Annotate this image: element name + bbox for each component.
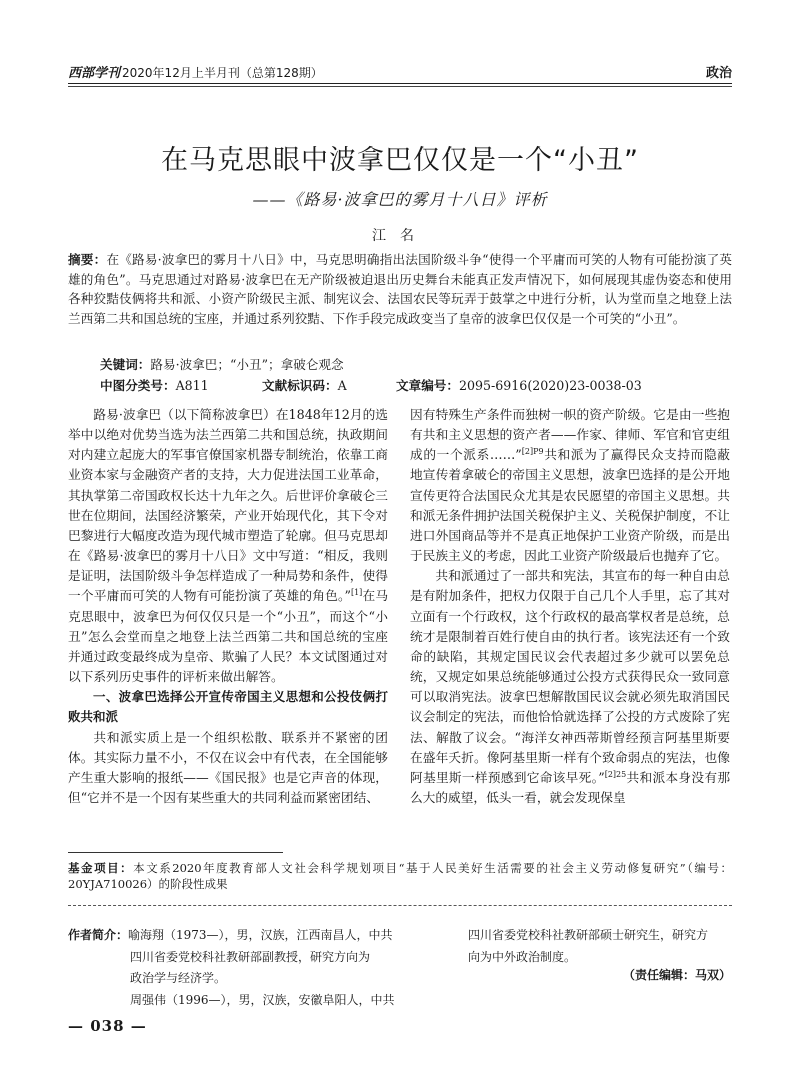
body-column-right bbox=[410, 405, 730, 808]
paragraph-text: 路易·波拿巴（以下简称波拿巴）在1848年12月的选举中以绝对优势当选为法兰西第二共和国总统，执政期间对内建立起庞大的军事官僚国家机器专制统治，依靠工商业资本家与金融资产者的支持，大力促进法国工业革命，其执掌第二帝国政权长达十九年之久。后世评价拿破仑三世在位期间，法国经济繁荣，产业开始现代化，其下令对巴黎进行大幅度改造为现代城市塑造了轮廓。但马克思却在《路易·波拿巴的雾月十八日》文中写道：“相反，我则是证明，法国阶级斗争怎样造成了一种局势和条件，使得一个平庸而可笑的人物有可能扮演了英雄的角色。” bbox=[68, 407, 388, 604]
article-title: 在马克思眼中波拿巴仅仅是一个“小丑” bbox=[161, 145, 639, 176]
paragraph-text: 共和派为了赢得民众支持而隐蔽地宣传着拿破仑的帝国主义思想，波拿巴选择的是公开地宣传更符合法国民众尤其是农民愿望的帝国主义思想。共和派无条件拥护法国关税保护主义、关税保护制度，不让进口外国商品等并不是真正地保护工业资产阶级，而是出于民族主义的考虑，因此工业资产阶级最后也抛弃了它。 bbox=[410, 447, 730, 564]
author-info-line: 政治学与经济学。 bbox=[130, 971, 227, 985]
author-info-continued bbox=[468, 925, 734, 968]
author-info-line: 四川省委党校科社教研部硕士研究生，研究方 bbox=[468, 928, 709, 942]
journal-info bbox=[68, 62, 323, 81]
responsible-editor: （责任编辑：马双） bbox=[622, 968, 731, 982]
author-info-line: 四川省委党校科社教研部副教授，研究方向为 bbox=[130, 949, 371, 964]
keywords bbox=[100, 354, 344, 373]
funding-note bbox=[68, 860, 732, 892]
paragraph-text: 在马克思眼中，波拿巴为何仅仅只是一个“小丑”，而这个“小丑”怎么会堂而皇之地登上法兰西第二共和国总统的宝座并通过政变最终成为皇帝、欺骗了人民？本文试图通过对以下系列历史事件的评析来做出解答。 bbox=[68, 588, 389, 685]
abstract bbox=[68, 250, 732, 328]
paragraph-text: 共和派通过了一部共和宪法，其宣布的每一种自由总是有附加条件，把权力仅限于自己几个人手里，忘了其对立面有一个行政权，这个行政权的最高掌权者是总统，总统才是限制着百姓行使自由的执行者。该宪法还有一个致命的缺陷，其规定国民议会代表超过多少就可以罢免总统，又规定如果总统能够通过公投方式获得民众一致同意可以取消宪法。波拿巴想解散国民议会就必须先取消国民议会制定的宪法，而他恰恰就选择了公投的方式废除了宪法、解散了议会。“海洋女神西蒂斯曾经预言阿基里斯要在盛年夭折。像阿基里斯一样有个致命弱点的宪法，也像阿基里斯一样预感到它命该早死。” bbox=[410, 568, 730, 785]
citation-ref: [2]P9 bbox=[521, 447, 544, 457]
doc-code-label: 文献标识码： bbox=[262, 378, 338, 393]
article-no-value: 2095-6916(2020)23-0038-03 bbox=[458, 378, 642, 393]
author-info-line: 喻海翔（1973—），男，汉族，江西南昌人，中共 bbox=[128, 928, 393, 942]
citation-ref: [2]25 bbox=[604, 769, 627, 779]
paragraph: 共和派实质上是一个组织松散、联系并不紧密的团体。其实际力量不小，不仅在议会中有代表，在全国能够产生重大影响的报纸——《国民报》也是它声音的体现，但“它并不是一个因有某些重大的共同利益而紧密团结、 bbox=[68, 729, 388, 805]
section-heading: 一、波拿巴选择公开宣传帝国主义思想和公投伎俩打败共和派 bbox=[68, 689, 388, 725]
author-info-rule bbox=[68, 905, 732, 906]
paragraph-text: 因有特殊生产条件而独树一帜的资产阶级。它是由一些抱有共和主义思想的资产者——作家、律师、军官和官吏组成的一个派系……” bbox=[410, 407, 730, 463]
clc-label: 中图分类号： bbox=[100, 378, 176, 393]
author-info-label: 作者简介： bbox=[68, 928, 129, 942]
section-name: 政治 bbox=[705, 66, 732, 81]
paragraph-text: 共和派本身没有那么大的威望，低头一看，就会发现保皇 bbox=[410, 769, 731, 805]
abstract-label: 摘要： bbox=[68, 252, 107, 267]
abstract-text: 在《路易·波拿巴的雾月十八日》中，马克思明确指出法国阶级斗争“使得一个平庸而可笑的人物有可能扮演了英雄的角色”。马克思通过对路易·波拿巴在无产阶级被迫退出历史舞台未能真正发声情况下，如何展现其虚伪姿态和使用各种狡黠伎俩将共和派、小资产阶级民主派、制宪议会、法国农民等玩弄于鼓掌之中进行分析，认为堂而皇之地登上法兰西第二共和国总统的宝座，并通过系列狡黠、下作手段完成政变当了皇帝的波拿巴仅仅是一个可笑的“小丑”。 bbox=[68, 252, 732, 326]
classification-line bbox=[100, 375, 700, 394]
issue-info: 2020年12月上半月刊（总第128期） bbox=[122, 66, 323, 80]
article-no-label: 文章编号： bbox=[396, 378, 459, 393]
article-author: 江名 bbox=[372, 228, 428, 244]
page-number: — 038 — bbox=[68, 1017, 147, 1035]
paragraph bbox=[410, 405, 730, 566]
header-rule bbox=[68, 83, 732, 84]
author-info-line: 周强伟（1996—），男，汉族，安徽阜阳人，中共 bbox=[130, 992, 395, 1007]
citation-ref: [1] bbox=[350, 588, 363, 598]
body-column-left bbox=[68, 405, 388, 808]
doc-code-value: A bbox=[337, 378, 347, 393]
author-info bbox=[68, 925, 398, 1011]
keywords-label: 关键词： bbox=[100, 357, 151, 372]
keywords-text: 路易·波拿巴；“小丑”；拿破仑观念 bbox=[150, 357, 344, 372]
funding-label: 基金项目： bbox=[68, 861, 134, 875]
funding-text: 本文系2020年度教育部人文社会科学规划项目“基于人民美好生活需要的社会主义劳动修复研究”（编号：20YJA710026）的阶段性成果 bbox=[68, 861, 732, 891]
footnote-rule bbox=[68, 852, 283, 853]
clc-value: A811 bbox=[175, 378, 209, 393]
paragraph bbox=[68, 405, 388, 687]
header-rule-thin bbox=[68, 86, 732, 87]
author-info-line: 向为中外政治制度。 bbox=[468, 949, 577, 964]
running-header bbox=[68, 62, 732, 82]
journal-logo: 西部学刊 bbox=[68, 66, 121, 81]
article-subtitle: ——《路易·波拿巴的雾月十八日》评析 bbox=[252, 190, 548, 209]
paragraph bbox=[410, 566, 730, 808]
